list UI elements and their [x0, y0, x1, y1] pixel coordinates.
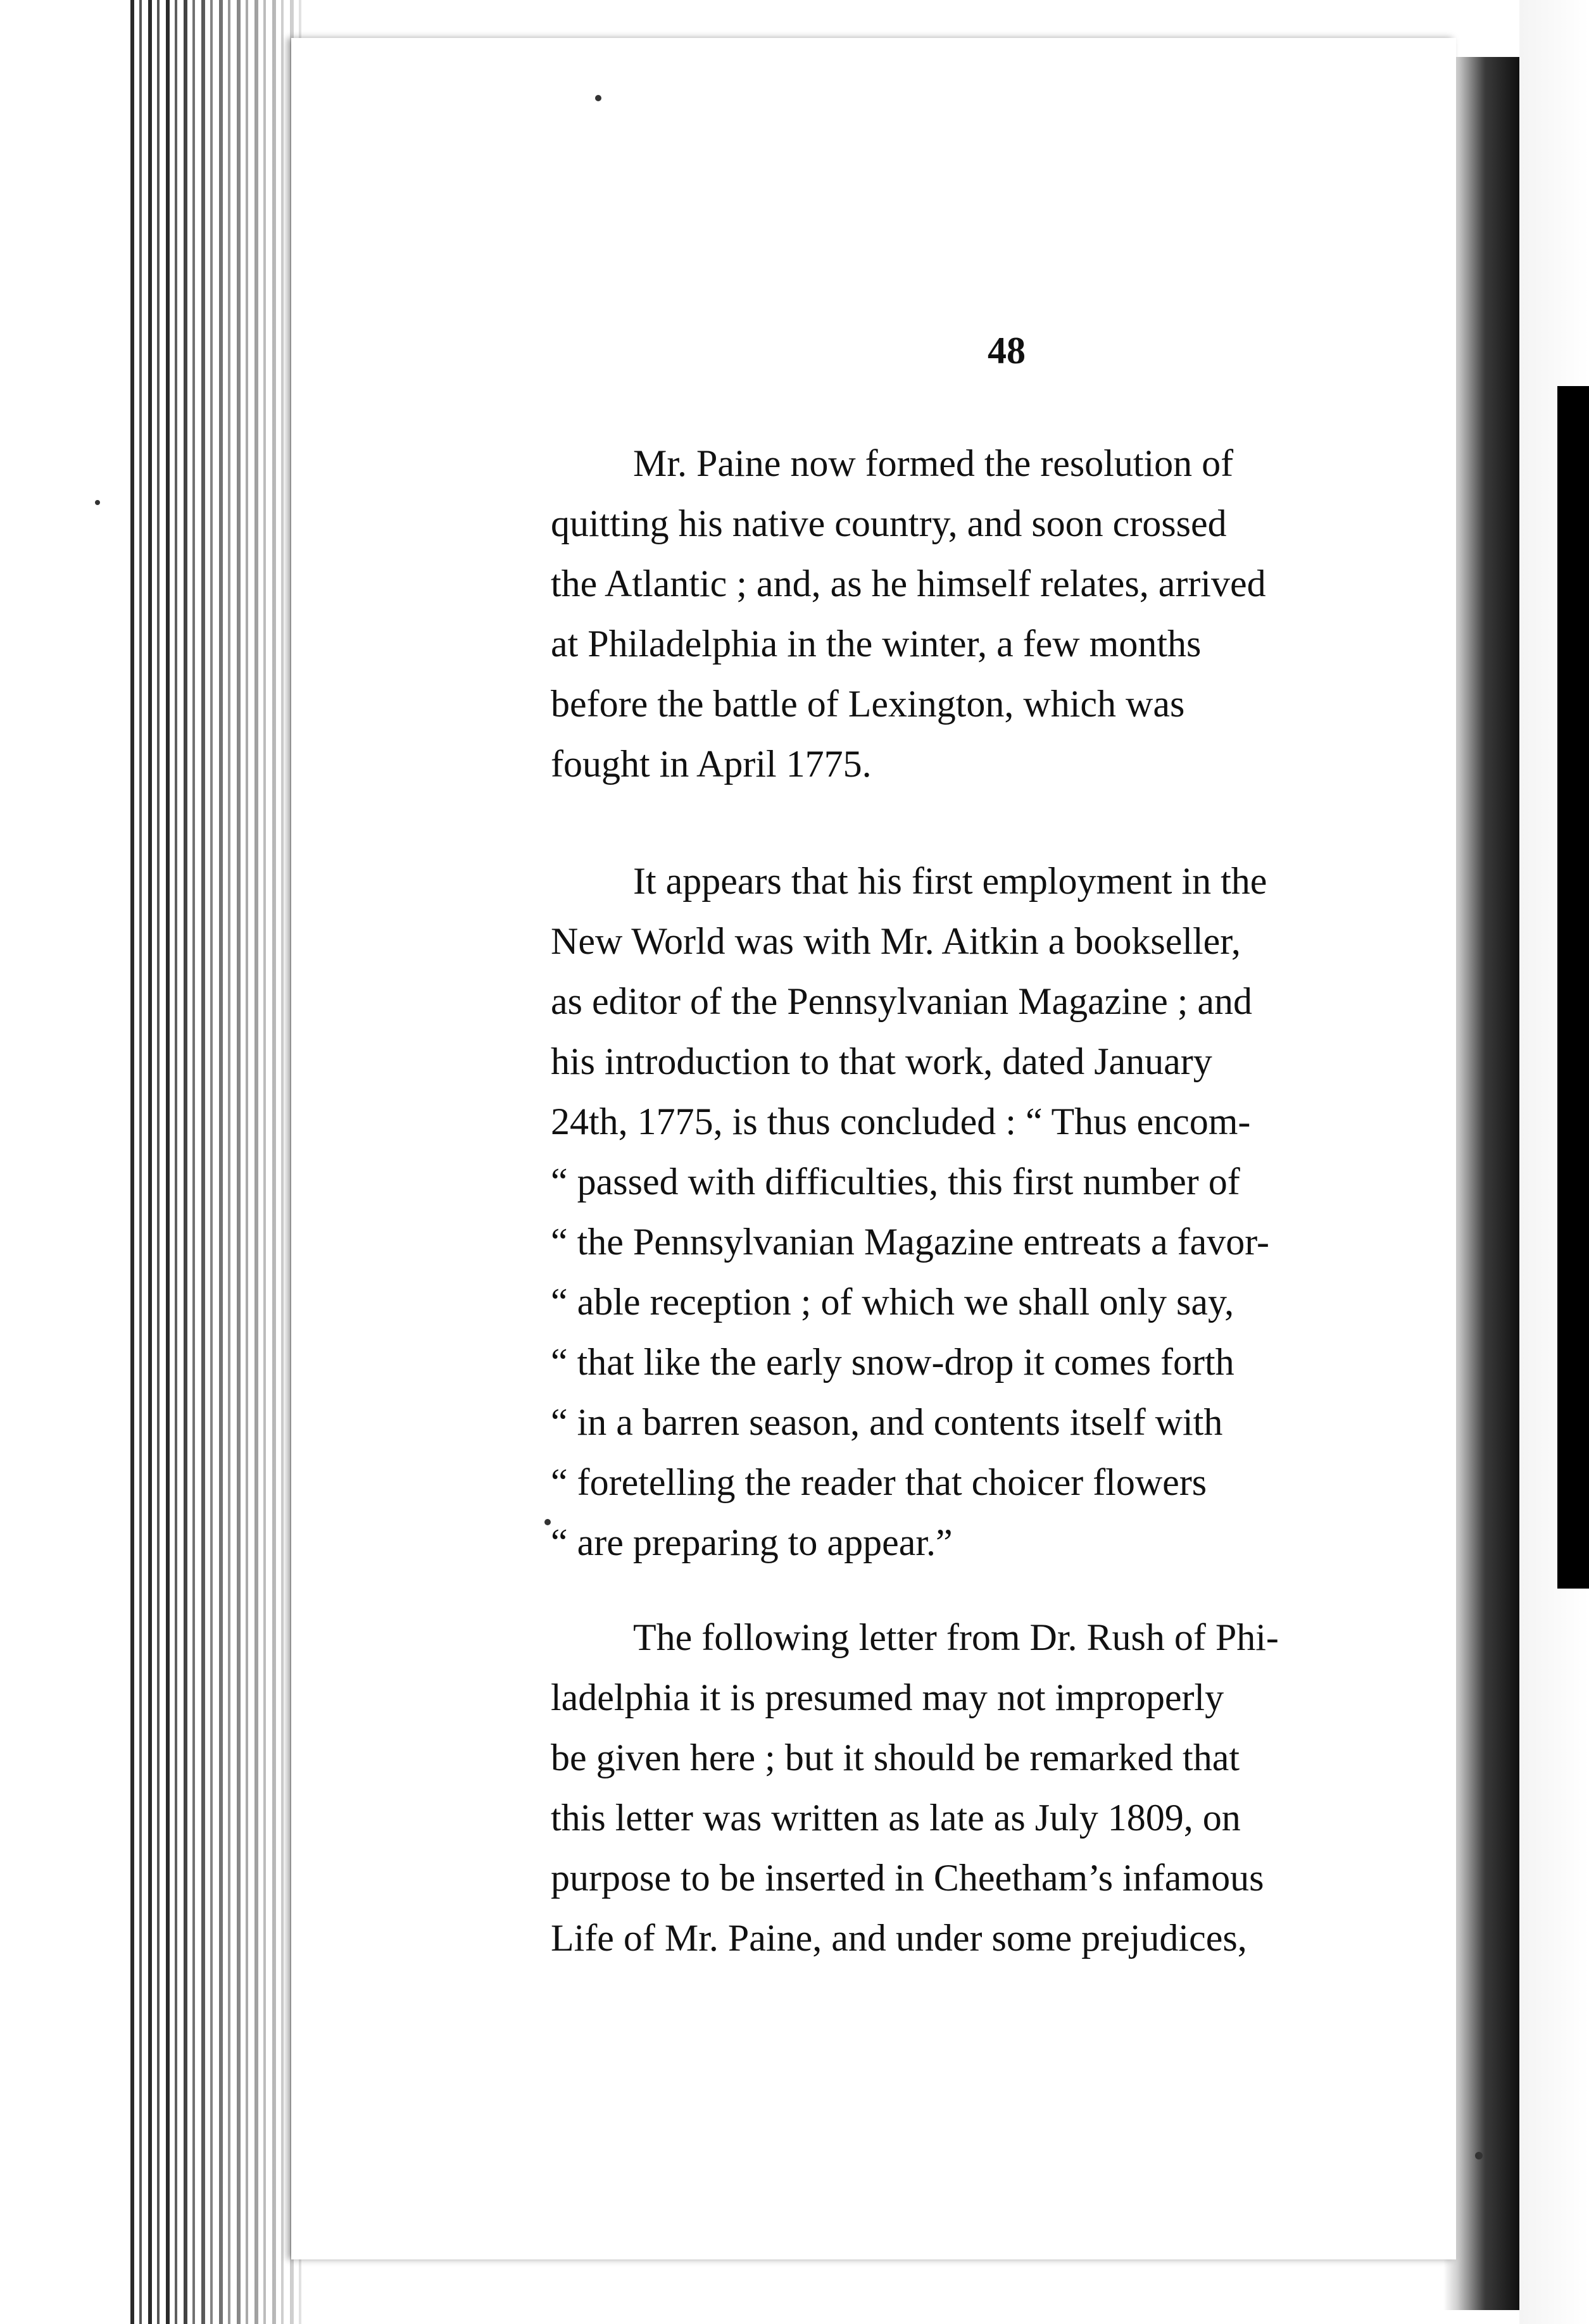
quoted-text-line: “ able reception ; of which we shall only say,: [551, 1281, 1234, 1323]
paragraph-2: [551, 851, 1424, 1573]
text-line: be given here ; but it should be remarked that: [551, 1737, 1240, 1778]
quoted-text-line: “ that like the early snow-drop it comes forth: [551, 1341, 1234, 1383]
quoted-text-line: “ the Pennsylvanian Magazine entreats a favor-: [551, 1221, 1269, 1263]
text-line: his introduction to that work, dated January: [551, 1040, 1212, 1082]
text-line: The following letter from Dr. Rush of Phi-: [633, 1616, 1279, 1658]
paragraph-1: [551, 434, 1424, 794]
scan-speck: [595, 95, 601, 101]
text-line: ladelphia it is presumed may not improperly: [551, 1677, 1224, 1718]
quoted-text-line: “ foretelling the reader that choicer flowers: [551, 1461, 1207, 1503]
scan-speck: [95, 500, 100, 505]
scan-speck: [544, 1519, 551, 1525]
text-line: fought in April 1775.: [551, 743, 872, 785]
text-line: at Philadelphia in the winter, a few months: [551, 623, 1202, 665]
text-line: the Atlantic ; and, as he himself relates, arrived: [551, 563, 1266, 604]
quoted-text-line: “ passed with difficulties, this first number of: [551, 1161, 1240, 1203]
scan-margin-left: [0, 0, 127, 2324]
page-number: 48: [988, 330, 1026, 372]
text-line: 24th, 1775, is thus concluded : “ Thus encom-: [551, 1101, 1251, 1142]
text-line: quitting his native country, and soon crossed: [551, 503, 1227, 544]
text-line: Life of Mr. Paine, and under some prejudices,: [551, 1917, 1247, 1959]
text-line: New World was with Mr. Aitkin a bookseller,: [551, 920, 1241, 962]
text-line: before the battle of Lexington, which was: [551, 683, 1185, 725]
text-line: It appears that his first employment in the: [633, 860, 1267, 902]
scan-black-bar: [1557, 386, 1589, 1589]
scan-speck: [1475, 2152, 1483, 2159]
text-line: this letter was written as late as July 1809, on: [551, 1797, 1241, 1839]
quoted-text-line: “ in a barren season, and contents itself with: [551, 1401, 1223, 1443]
text-line: as editor of the Pennsylvanian Magazine ; and: [551, 980, 1253, 1022]
text-line: Mr. Paine now formed the resolution of: [633, 442, 1234, 484]
quoted-text-line: “ are preparing to appear.”: [551, 1521, 953, 1563]
text-line: purpose to be inserted in Cheetham’s infamous: [551, 1857, 1264, 1899]
paragraph-3: [551, 1608, 1424, 1968]
